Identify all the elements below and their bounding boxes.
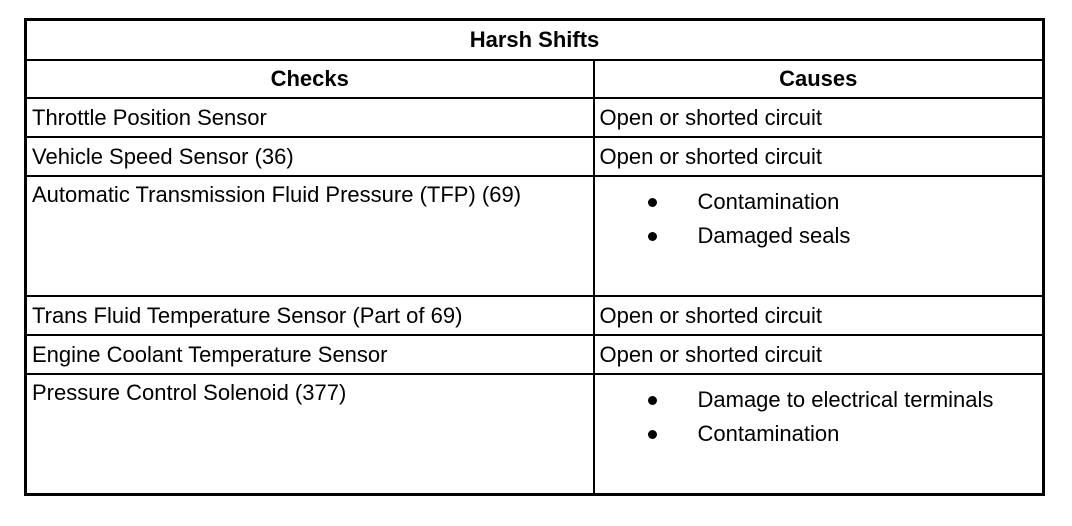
cause-text: Contamination xyxy=(697,189,840,214)
cause-list xyxy=(600,386,1043,454)
cause-cell: Open or shorted circuit xyxy=(594,98,1044,137)
cause-cell: Open or shorted circuit xyxy=(594,296,1044,335)
cause-cell xyxy=(594,374,1044,495)
cause-text: Contamination xyxy=(697,421,840,446)
harsh-shifts-table xyxy=(24,18,1045,496)
check-cell: Throttle Position Sensor xyxy=(26,98,594,137)
cause-text: Damaged seals xyxy=(697,223,851,248)
table-title: Harsh Shifts xyxy=(26,20,1044,61)
table-header-row xyxy=(26,60,1044,98)
table-row xyxy=(26,137,1044,176)
table-row xyxy=(26,296,1044,335)
bullet-icon xyxy=(648,430,657,439)
table-row xyxy=(26,176,1044,296)
cause-list xyxy=(600,188,1043,256)
bullet-icon xyxy=(648,396,657,405)
list-item xyxy=(600,188,1043,222)
table-title-row xyxy=(26,20,1044,61)
table-row xyxy=(26,98,1044,137)
causes-header: Causes xyxy=(594,60,1044,98)
check-cell: Vehicle Speed Sensor (36) xyxy=(26,137,594,176)
cause-cell: Open or shorted circuit xyxy=(594,335,1044,374)
cause-cell xyxy=(594,176,1044,296)
check-cell: Automatic Transmission Fluid Pressure (TFP) (69) xyxy=(26,176,594,296)
list-item xyxy=(600,386,1043,420)
check-cell: Engine Coolant Temperature Sensor xyxy=(26,335,594,374)
list-item xyxy=(600,222,1043,256)
list-item xyxy=(600,420,1043,454)
check-cell: Pressure Control Solenoid (377) xyxy=(26,374,594,495)
cause-text: Damage to electrical terminals xyxy=(697,387,994,412)
cause-cell: Open or shorted circuit xyxy=(594,137,1044,176)
table-row xyxy=(26,335,1044,374)
bullet-icon xyxy=(648,232,657,241)
bullet-icon xyxy=(648,198,657,207)
table-row xyxy=(26,374,1044,495)
check-cell: Trans Fluid Temperature Sensor (Part of 69) xyxy=(26,296,594,335)
checks-header: Checks xyxy=(26,60,594,98)
